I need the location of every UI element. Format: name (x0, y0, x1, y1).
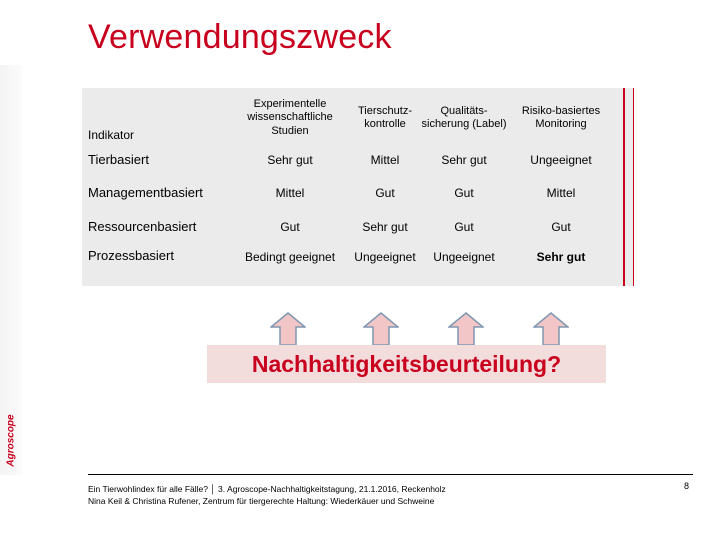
footer-divider (88, 474, 693, 475)
footer-line-2: Nina Keil & Christina Rufener, Zentrum für tiergerechte Haltung: Wiederkäuer und Schweine (88, 496, 435, 507)
question-banner: Nachhaltigkeitsbeurteilung? (207, 345, 606, 383)
table-cell: Sehr gut (267, 153, 313, 167)
table-cell: Mittel (546, 186, 576, 200)
row-label-ressourcenbasiert: Ressourcenbasiert (88, 219, 197, 234)
row-label-managementbasiert: Managementbasiert (88, 185, 203, 200)
table-cell: Gut (280, 220, 300, 234)
table-cell: Sehr gut (536, 250, 586, 264)
table-cell: Gut (454, 220, 474, 234)
page-number: 8 (684, 481, 690, 491)
up-arrow-icon (270, 312, 306, 346)
column-divider (633, 88, 634, 286)
table-cell: Mittel (370, 153, 400, 167)
column-header-monitoring: Risiko-basiertes Monitoring (521, 104, 601, 130)
column-header-qualitaet: Qualitäts-sicherung (Label) (421, 104, 507, 130)
table-cell: Ungeeignet (530, 153, 592, 167)
corner-label: Indikator (88, 128, 135, 142)
up-arrow-icon (533, 312, 569, 346)
up-arrow-icon (363, 312, 399, 346)
agroscope-logo (3, 408, 19, 478)
column-header-studien: Experimentelle wissenschaftliche Studien (247, 98, 333, 137)
usage-matrix (82, 88, 634, 286)
column-header-tierschutz: Tierschutz-kontrolle (358, 104, 412, 130)
row-label-tierbasiert: Tierbasiert (88, 152, 149, 167)
table-cell: Gut (375, 186, 395, 200)
footer (88, 483, 446, 508)
up-arrow-icon (448, 312, 484, 346)
page-title: Verwendungszweck (88, 18, 392, 56)
table-cell: Ungeeignet (354, 250, 416, 264)
table-cell: Mittel (275, 186, 305, 200)
table-cell: Sehr gut (362, 220, 408, 234)
footer-line-1: Ein Tierwohlindex für alle Fälle? │ 3. Agroscope-Nachhaltigkeitstagung, 21.1.2016, Reckenholz (88, 484, 446, 494)
column-divider (623, 88, 625, 286)
brand-text: Agroscope (5, 414, 17, 467)
table-cell: Ungeeignet (433, 250, 495, 264)
table-cell: Gut (454, 186, 474, 200)
row-label-prozessbasiert: Prozessbasiert (88, 248, 174, 263)
table-cell: Bedingt geeignet (244, 250, 336, 264)
table-cell: Sehr gut (441, 153, 487, 167)
table-cell: Gut (551, 220, 571, 234)
